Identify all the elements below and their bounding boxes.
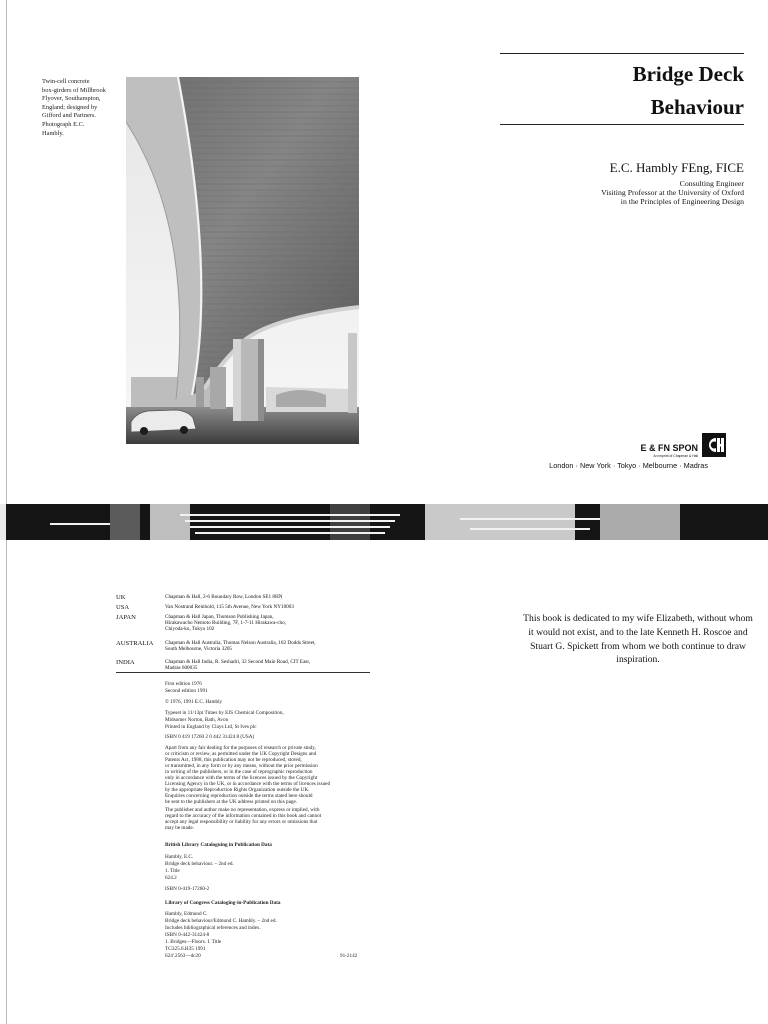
author-role-line: Visiting Professor at the University of Oxford (601, 188, 744, 197)
office-country: AUSTRALIA (116, 640, 154, 647)
edition-line: Second edition 1991 (165, 688, 208, 694)
rights-line: accept any legal responsibility or liability for any errors or omissions that (165, 819, 318, 825)
rights-line: Apart from any fair dealing for the purposes of research or private study, (165, 745, 316, 751)
rights-line: regard to the accuracy of the information contained in this book and cannot (165, 813, 322, 819)
office-country: UK (116, 594, 126, 601)
rights-line: or transmitted, in any form or by any means, without the prior permission (165, 763, 318, 769)
rights-line: only in accordance with the terms of the licences issued by the Copyright (165, 775, 318, 781)
library-of-congress-line: ISBN 0-442-31424-8 (165, 932, 210, 938)
publisher-name: E & FN SPON (640, 443, 698, 453)
author-role-line: in the Principles of Engineering Design (620, 197, 744, 206)
library-of-congress-heading: Library of Congress Cataloging-in-Publication Data (165, 900, 281, 906)
caption-line: Twin-cell concrete (42, 78, 90, 85)
office-address: Chapman & Hall Japan, Thomson Publishing Japan, (165, 614, 274, 620)
rights-line: or criticism or review, as permitted under the UK Copyright Designs and (165, 751, 317, 757)
flyover-photograph (126, 77, 359, 444)
publisher-imprint: An imprint of Chapman & Hall (653, 454, 698, 458)
office-address: Madras 600035 (165, 665, 198, 671)
rights-line: The publisher and author make no representation, express or implied, with (165, 807, 320, 813)
caption-line: Gifford and Partners. (42, 112, 97, 120)
dedication: This book is dedicated to my wife Elizabeth, without whom it would not exist, and to the late Kenneth H. Roscoe and Stuart G. Spickett from whom we both continue to draw inspiration. (523, 613, 753, 666)
office-country: USA (116, 604, 130, 611)
typeset-line: Printed in England by Clays Ltd, St Ives plc (165, 724, 257, 730)
page-edge (6, 540, 7, 1024)
british-library-line: Bridge deck behaviour. – 2nd ed. (165, 861, 234, 867)
book-title-line1: Bridge Deck (632, 62, 744, 86)
rights-line: in writing of the publishers, or in the case of reprographic reproduction (165, 769, 313, 775)
office-country: INDIA (116, 659, 135, 666)
british-library-line: 624.2 (165, 875, 177, 881)
british-library-line: ISBN 0-419-17260-2 (165, 886, 210, 892)
library-of-congress-line: 624'.2563—dc20 (165, 953, 201, 959)
publisher-logo-icon (702, 433, 726, 457)
typeset-line: Midsomer Norton, Bath, Avon (165, 717, 229, 723)
caption-line: England; designed by (42, 103, 98, 111)
library-of-congress-line: Bridge deck behaviour/Edmund C. Hambly. – 2nd ed. (165, 918, 277, 924)
british-library-line: Hambly, E.C. (165, 854, 194, 860)
library-of-congress-line: 1. Bridges—Floors. I. Title (165, 939, 222, 945)
office-address: Chapman & Hall India, R. Seshadri, 32 Second Main Road, CIT East, (165, 659, 311, 665)
office-address: Chapman & Hall, 2-6 Boundary Row, London SE1 8HN (165, 594, 283, 600)
edition-line: First edition 1976 (165, 681, 202, 687)
title-top-rule (500, 53, 744, 54)
office-address: Van Nostrand Reinhold, 115 5th Avenue, New York NY10003 (165, 604, 294, 610)
rights-line: Licensing Agency in the UK, or in accordance with the terms of licences issued (165, 781, 331, 787)
office-address: Chiyoda-ku, Tokyo 102 (165, 626, 215, 632)
library-of-congress-line: TG325.6.H35 1991 (165, 946, 206, 952)
library-of-congress-line: Hambly, Edmund C. (165, 911, 208, 917)
title-bottom-rule (500, 124, 744, 125)
book-title-line2: Behaviour (650, 95, 744, 119)
caption-line: box-girders of Millbrook (42, 86, 106, 94)
copyright-line: © 1976, 1991 E.C. Hambly (165, 699, 223, 705)
author-name: E.C. Hambly FEng, FICE (609, 160, 744, 175)
office-country: JAPAN (116, 614, 136, 621)
rights-line: Enquiries concerning reproduction outside the terms stated here should (165, 793, 313, 799)
caption-line: Flyover, Southampton, (42, 95, 101, 103)
photo-caption (42, 78, 127, 138)
author-role-line: Consulting Engineer (679, 179, 744, 188)
typeset-line: Typeset in 11/13pt Times by EJS Chemical Composition, (165, 710, 284, 716)
library-of-congress-number: 91-2142 (340, 953, 358, 959)
scanner-edge-band (0, 504, 768, 542)
british-library-line: 1. Title (165, 868, 180, 874)
caption-line: Hambly. (42, 129, 64, 137)
rights-line: by the appropriate Reproduction Rights Organization outside the UK. (165, 787, 310, 793)
rights-line: Patents Act, 1988, this publication may not be reproduced, stored, (165, 757, 302, 763)
british-library-heading: British Library Cataloguing in Publication Data (165, 842, 272, 848)
caption-line: Photograph E.C. (42, 120, 85, 128)
publisher-cities: London · New York · Tokyo · Melbourne · Madras (549, 461, 708, 470)
library-of-congress-line: Includes bibliographical references and index. (165, 925, 261, 931)
rights-line: may be made. (165, 825, 194, 831)
office-address: Chapman & Hall Australia, Thomas Nelson Australia, 102 Dodds Street, (165, 640, 316, 646)
rights-line: be sent to the publishers at the UK address printed on this page. (165, 799, 298, 805)
page-edge (6, 0, 7, 510)
isbn-line: ISBN 0 419 17260 2 0 442 31424 8 (USA) (165, 734, 255, 740)
office-address: Hirakawacho Nemoto Building, 7F, 1-7-11 Hirakawa-cho, (165, 620, 286, 626)
imprint-rule (116, 672, 370, 673)
top-spread (0, 0, 768, 510)
office-address: South Melbourne, Victoria 3205 (165, 646, 233, 652)
